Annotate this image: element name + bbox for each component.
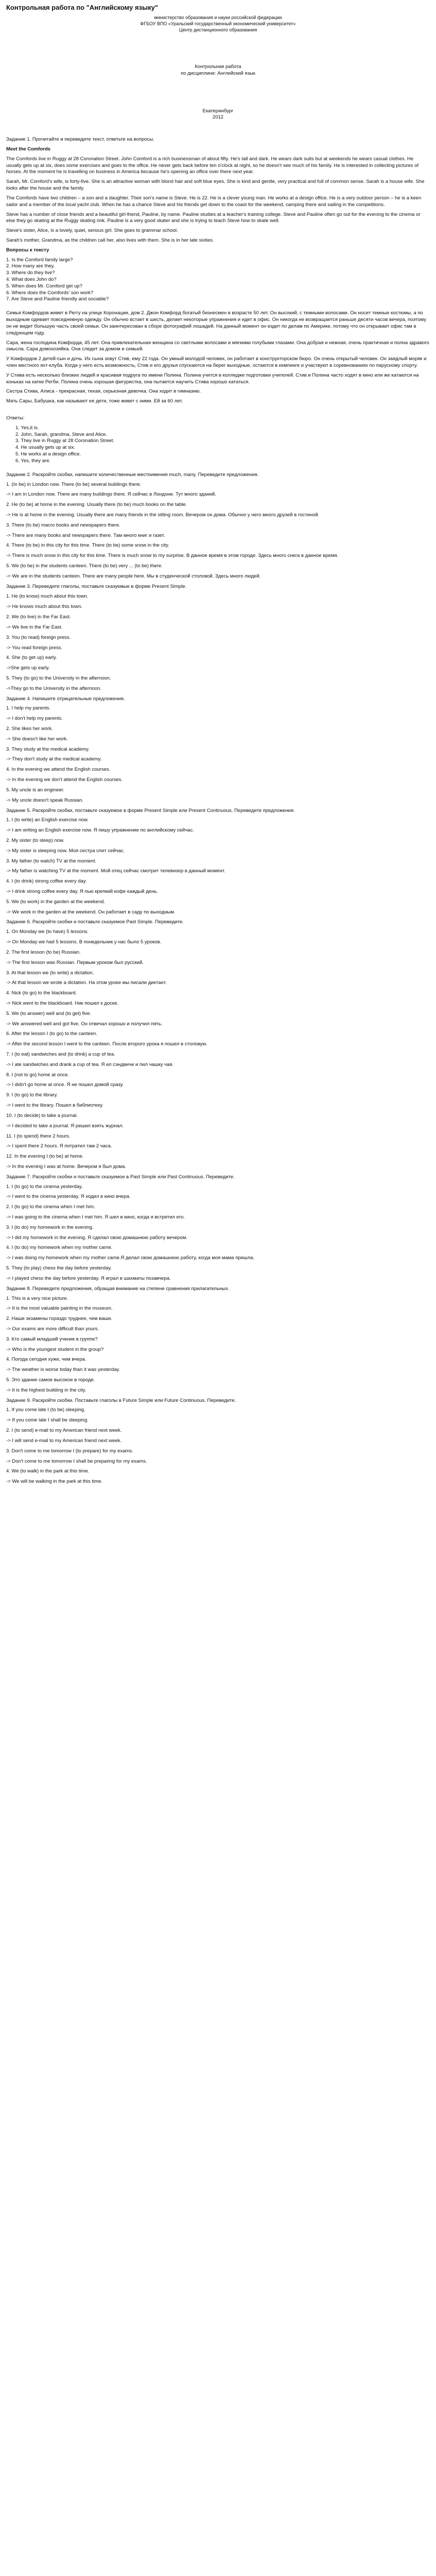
exercise-line: -> They don't study at the medical academy. [6,756,102,762]
exercise-line: -> I am in London now. There are many buildings there. Я сейчас в Лондоне. Тут много зданий. [6,492,216,498]
exercise-line: -> The weather is worse today than it was yesterday. [6,1367,120,1373]
header-center: Центр дистанционного образования [179,27,257,32]
question-item: 6. Where does the Comfords' son work? [6,290,94,296]
cover-discipline: по дисциплине: Английский язык [181,70,255,76]
exercise-line: -> Nick went to the blackboard. Ник пошел к доске. [6,1000,119,1006]
answer-item: 5. He works at a design office. [15,451,81,457]
translation-paragraph: У Стива есть несколько близких людей и красивая подруга по имени Полина. Полина учится в колледже подготовки учителей. Стив и Полина часто ходят в кино или же катаются на коньках на катке Регби. Полина очень хорошая фигуристка, она пытается научить Стива хорошо кататься. [6,372,419,385]
text-paragraph: Sarah's mother, Grandma, as the children call her, also lives with them. She is in her late sixties. [6,237,214,243]
exercise-line: 2. She likes her work. [6,726,53,732]
exercise-line: 1. On Monday we (to have) 5 lessons. [6,929,89,935]
exercise-line: 4. I (to do) my homework when my mother came. [6,1245,113,1251]
exercise-line: -> In the evening we don't attend the English courses. [6,777,123,783]
exercise-line: -> On Monday we had 5 lessons. В понедельник у нас было 5 уроков. [6,939,162,945]
exercise-line: -> I did my homework in the evening. Я сделал свою домашнюю работу вечером. [6,1234,187,1241]
exercise-line: -> He knows much about this town. [6,604,83,610]
exercise-line: 1. This is a very nice picture. [6,1295,68,1301]
text-paragraph: The Comfords live in Ruggy at 28 Coronation Street. John Comford is a rich businessman of about fifty. He's tall and dark. He wears dark suits but at weekends he wears casual clothes. He usually gets up at six, does some exercises and goes to the office. He never gets back before ten o'clock at night, so he doesn't see much of his family. He is interested in collecting pictures of horses. At the moment he is travelling on business in America because he's opening an office over there next year. [6,156,419,175]
exercise-line: 5. We (to work) in the garden at the weekend. [6,899,106,905]
exercise-line: 3. They study at the medical academy. [6,746,90,752]
question-item: 2. How many are they. [6,263,55,269]
exercise-line: -> My sister is sleeping now. Моя сестра спит сейчас. [6,848,125,854]
exercise-line: -> We live in the Far East. [6,624,63,630]
exercise-line: 2. I (to go) to the cinema when I met him. [6,1204,95,1210]
translation-paragraph: У Комфордов 2 детей-сын и дочь. Их сына зовут Стив, ему 22 года. Он умный молодой человек, он работает в конструкторском бюро. Он очень открытый человек. Он заядлый моряк и член местного яхт-клуба. Когда у него есть возможность, Стив и его друзья спускаются на берег выходные, остаются в кемпинге и участвуют в соревнованиях по парусному спорту. [6,356,427,368]
exercise-line: 4. Погода сегодня хуже, чем вчера. [6,1357,86,1363]
exercise-line: -> I was doing my homework when my mother came.Я делал свою домашнюю работу, когда моя мама пришла. [6,1255,255,1261]
answer-item: 3. They live in Ruggy at 28 Coronation Street. [15,438,115,444]
exercise-line: 3. Кто самый младший ученик в группе? [6,1336,98,1342]
exercise-line: 6. After the lesson I (to go) to the canteen. [6,1031,97,1037]
exercise-line: 4. I (to drink) strong coffee every day. [6,878,87,885]
exercise-line: -> The first lesson was Russian. Первым уроком был русский. [6,959,144,965]
exercise-line: -> My father is watching TV at the moment. Мой отец сейчас смотрит телевизор в данный момент. [6,868,225,874]
exercise-line: 1. I (to write) an English exercise now. [6,817,89,823]
question-item: 3. Where do they live? [6,270,55,276]
task2-instruction: Задание 2. Раскройте скобки, напишите количественные местоимения much, many. Переведите предложения. [6,471,259,478]
exercise-line: -> I will send e-mail to my American friend next week. [6,1437,122,1444]
cover-year: 2012 [212,114,224,121]
text-paragraph: Steve has a number of close friends and a beautiful girl-friend, Pauline, by name. Pauline studies at a teacher's training college. Steve and Pauline often go out for the evening to the cinema or else they go skating at the Ruggy skating rink. Pauline is a very good skater and she is trying to teach Steve how to skate well. [6,211,421,224]
exercise-line: 10. I (to decide) to take a journal. [6,1112,78,1118]
exercise-line: 5. They (to play) chess the day before yesterday. [6,1265,112,1272]
exercise-line: 2. Наши экзамены гораздо труднее, чем ваши. [6,1316,112,1322]
translation-paragraph: Мать Сары, Бабушка, как называют ее дети, тоже живет с ними. Ей за 60 лет. [6,398,183,404]
exercise-line: -> It is the highest building in the city. [6,1387,86,1393]
exercise-line: -> I was going to the cinema when I met him. Я шел в кино, когда я встретил его. [6,1214,185,1221]
text-paragraph: The Comfords have two children – a son and a daughter. Their son's name is Steve. He is 22. He is a clever young man. He works at a design office. He is a very outdoor person – he is a keen sailor and a member of the local yacht club. When he has a chance Steve and his friends get down to the coast for the weekend, camping there and sailing in the competitions. [6,195,422,208]
exercise-line: -> If you come late I shall be sleeping. [6,1417,89,1423]
header-ministry: министерство образования и науки российской федерации [154,14,282,20]
translation-paragraph: Семья Комфордов живет в Реггу на улице Коронации, дом 2. Джон Комфорд богатый бизнесмен в возрасте 50 лет. Он высокий, с темными волосами. Он носит темные костюмы, а по выходным одевает повседневную одежду. Он обычно встает в шесть, делает некоторые упражнения и идет в офис. Он никогда не возвращается раньше десяти часов вечера, поэтому он не видит большую часть своей семьи. Он заинтересован в сборе фотографий лошадей. На данный момент он ездит по делам по Америке, потому что он открывает офис там в следующем году. [6,310,426,336]
exercise-line: -> I went to the cinema yesterday. Я ходил в кино вчера. [6,1194,131,1200]
exercise-line: -> There is much snow in this city for this time. There is much snow to my surprise. В данное время в этом городе. Здесь много снега в данное время. [6,553,339,559]
exercise-line: -> I decided to take a journal. Я решил взять журнал. [6,1123,124,1129]
header-university: ФГБОУ ВПО «Уральский государственный экономический университет» [140,21,296,26]
exercise-line: 5. Это здание самое высокое в городе. [6,1377,95,1383]
exercise-line: -> In the evening I was at home. Вечером я был дома. [6,1163,126,1170]
exercise-line: ->They go to the University in the afternoon. [6,685,102,691]
exercise-line: -> Who is the youngest student in the group? [6,1346,104,1352]
cover-title: Контрольная работа [195,63,241,70]
exercise-line: -> My uncle doesn't speak Russian. [6,797,83,803]
text-paragraph: Sarah, Mr. Comford's wife, is forty-five. She is an attractive woman with blond hair and soft blue eyes. She is kind and gentle, very practical and full of common sense. Sarah is a house wife. She looks after the house and the family. [6,179,425,192]
exercise-line: 3. Don't come to me tomorrow I (to prepare) for my exams. [6,1448,133,1454]
exercise-line: -> At that lesson we wrote a dictation. На этом уроке мы писали диктант. [6,980,167,986]
exercise-line: -> She doesn't like her work. [6,736,68,742]
exercise-line: 1. I help my parents. [6,705,51,711]
exercise-line: ->She gets up early. [6,665,50,671]
document-title: Контрольная работа по "Английскому языку" [6,4,159,11]
question-item: 7. Are Steve and Pauline friendly and sociable? [6,296,109,302]
exercise-line: 3. My father (to watch) TV at the moment. [6,858,97,864]
exercise-line: 3. You (to read) foreign press. [6,634,71,640]
exercise-line: 4. We (to walk) in the park at this time. [6,1468,90,1475]
exercise-line: -> I ate sandwiches and drank a cup of tea. Я ел сэндвичи и пил чашку чая. [6,1061,174,1067]
exercise-line: 1. He (to know) much about this town. [6,594,89,600]
task8-instruction: Задание 8. Переведите предложения, обращая внимание на степени сравнения прилагательных. [6,1285,230,1292]
answers-list [6,425,430,465]
exercise-line: 5. We (to be) in the students canteen. There (to be) very ... (to be) there. [6,563,163,569]
exercise-line: -> I drink strong coffee every day. Я пью крепкий кофе каждый день. [6,889,158,895]
exercise-line: 4. She (to get up) early. [6,655,57,661]
exercise-line: 11. I (to spend) there 2 hours. [6,1133,71,1139]
task7-instruction: Задание 7. Раскройте скобки и поставьте сказуемое в Past Simple или Past Continuous. Переведите. [6,1174,235,1180]
exercise-line: -> You read foreign press. [6,645,63,651]
answers-title: Ответы: [6,415,25,421]
exercise-line: 2. I (to send) e-mail to my American friend next week. [6,1428,122,1434]
questions-title: Вопросы к тексту [6,247,49,253]
answer-item: 1. Yes,it is. [15,425,39,431]
exercise-line: -> We will be walking in the park at this time. [6,1479,102,1485]
exercise-line: 3. At that lesson we (to write) a dictation. [6,970,94,976]
task9-instruction: Задание 9. Раскройте скобки. Поставьте глаголы в Future Simple или Future Continuous. Переведите. [6,1397,236,1403]
exercise-line: 7. I (to eat) sandwiches and (to drink) a cup of tea. [6,1052,115,1058]
exercise-line: 2. We (to live) in the Far East. [6,614,71,620]
task3-instruction: Задание 3. Переведите глаголы, поставьте сказуемые в форме Present Simple. [6,583,187,589]
exercise-line: -> I went to the library. Пошел в библиотеку. [6,1103,103,1109]
exercise-line: 1. If you come late I (to be) sleeping. [6,1407,85,1413]
exercise-line: 12. In the evening I (to be) at home. [6,1154,84,1160]
question-item: 4. What does John do? [6,277,57,283]
exercise-line: 2. He (to be) at home in the evening. Usually there (to be) much books on the table. [6,502,187,508]
answer-item: 2. John, Sarah, grandma, Steve and Alice. [15,431,107,437]
exercise-line: -> It is the most valuable painting in the museum. [6,1306,113,1312]
question-item: 1. Is the Comford family large? [6,257,73,263]
exercise-line: 4. There (to be) in this city for this time. There (to be) some snow in the city. [6,543,169,549]
exercise-line: 5. They (to go) to the University in the afternoon. [6,675,111,681]
exercise-line: -> I spent there 2 hours. Я потратил там 2 часа. [6,1143,112,1149]
task6-instruction: Задание 6. Раскройте скобки и поставьте сказуемое Past Simple. Переведите. [6,919,184,925]
answer-item: 6. Yes, they are. [15,457,51,464]
exercise-line: 2. My sister (to sleep) now. [6,837,64,843]
exercise-line: -> Don't come to me tomorrow I shall be preparing for my exams. [6,1458,147,1464]
exercise-line: 4. Nick (to go) to the blackboard. [6,990,77,996]
exercise-line: 5. We (to answer) well and (to get) five. [6,1010,92,1016]
exercise-line: 5. My uncle is an engineer. [6,787,65,793]
task5-instruction: Задание 5. Раскройте скобки, поставьте сказуемое в форме Present Simple или Present Continuous. Переведите предложения. [6,807,295,814]
exercise-line: 4. In the evening we attend the English courses. [6,767,111,773]
translation-paragraph: Сара, жена господина Комфорда, 45 лет. Она привлекательная женщина со светлыми волосами и мягкими голубыми глазами. Она добрая и нежная, очень практичная и полна здравого смысла. Сара домохозяйка. Она следит за домом и семьей. [6,340,429,352]
exercise-line: 1. (In be) in London now. There (to be) several buildings there. [6,481,142,487]
exercise-line: -> I didn't go home at once. Я не пошел домой сразу. [6,1082,124,1088]
exercise-line: 3. I (to do) my homework in the evening. [6,1224,94,1230]
answer-item: 4. He usually gets up at six. [15,445,76,451]
task1-instruction: Задание 1. Прочитайте и переведите текст, ответьте на вопросы. [6,137,154,143]
exercise-line: -> I am writing an English exercise now. Я пишу упражнение по английскому сейчас. [6,827,194,834]
translation-paragraph: Сестра Стива, Алиса - прекрасная, тихая, серьезная девочка. Она ходит в гимназию. [6,388,201,395]
cover-city: Екатеринбург [202,108,234,114]
exercise-line: 8. I (not to go) home at once. [6,1072,69,1078]
exercise-line: -> We work in the garden at the weekend. Он работает в саду по выходным. [6,909,176,915]
exercise-line: -> After the second lesson I went to the canteen. После второго урока я пошел в столовую. [6,1041,208,1047]
exercise-line: -> We are in the students canteen. There are many people here. Мы в студенческой столовой. Здесь много людей. [6,573,261,579]
exercise-line: -> Our exams are more difficult than yours. [6,1326,99,1332]
exercise-line: -> I don't help my parents. [6,716,63,722]
text-paragraph: Steve's sister, Alice, is a lovely, quiet, serious girl. She goes to grammar school. [6,228,178,234]
exercise-line: -> We answered well and got five. Он отвечал хорошо и получил пять. [6,1021,163,1027]
exercise-line: -> There are many books and newspapers there. Там много книг и газет. [6,532,165,538]
question-item: 5. When does Mr. Comford get up? [6,283,82,289]
exercise-line: 2. The first lesson (to be) Russian. [6,949,81,955]
exercise-line: 1. I (to go) to the cinema yesterday. [6,1183,83,1190]
exercise-line: -> I played chess the day before yesterday. Я играл в шахматы позавчера. [6,1275,171,1281]
exercise-line: -> He is at home in the evening. Usually there are many friends in the sitting room. Вечером он дома. Обычно у него много друзей в гостиной. [6,512,320,518]
exercise-line: 9. I (to go) to the library. [6,1092,58,1098]
task4-instruction: Задание 4. Напишите отрицательные предложения. [6,696,125,702]
exercise-line: 3. There (to be) macro books and newspapers there. [6,522,120,528]
text-title: Meet the Comfords [6,146,51,152]
